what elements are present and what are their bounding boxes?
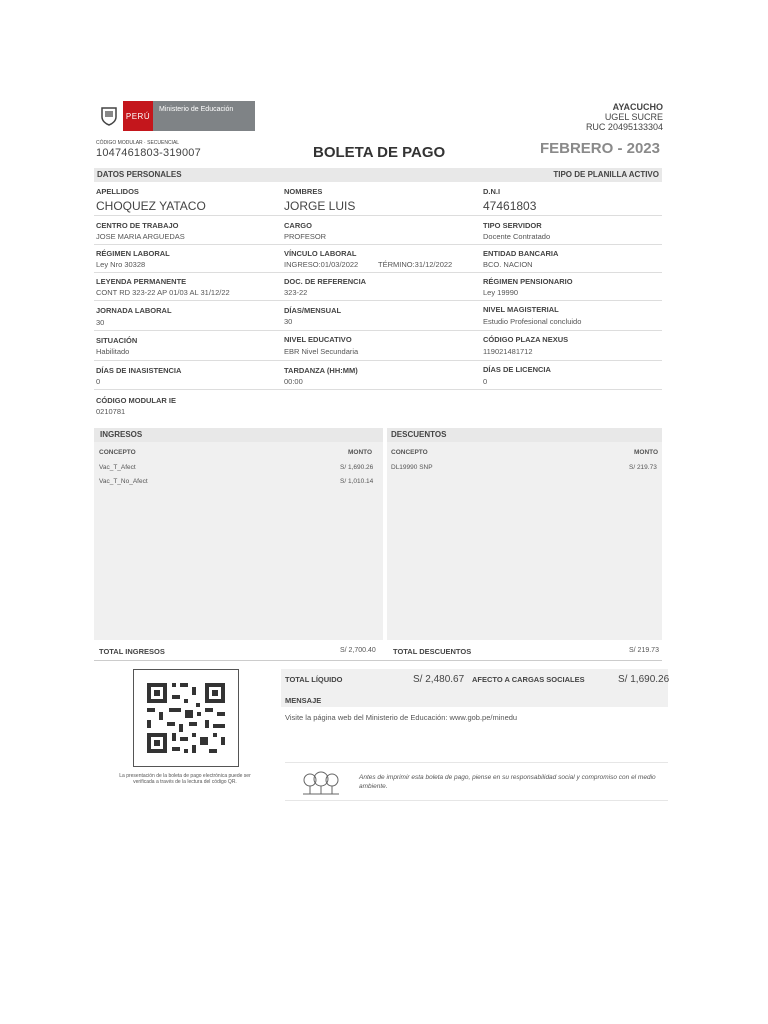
ingresos-concepto-header: CONCEPTO <box>99 449 136 456</box>
divider <box>94 215 662 216</box>
qr-code-icon <box>134 670 238 766</box>
jornada-value: 30 <box>96 318 105 327</box>
total-ingresos-value: S/ 2,700.40 <box>340 647 376 654</box>
minedu-logo <box>95 101 255 131</box>
inasistencia-value: 0 <box>96 377 101 386</box>
inasistencia-label: DÍAS DE INASISTENCIA <box>96 366 182 375</box>
divider <box>94 660 662 661</box>
descuentos-title: DESCUENTOS <box>391 430 447 439</box>
planilla-type: TIPO DE PLANILLA ACTIVO <box>553 170 659 179</box>
plaza-value: 119021481712 <box>483 347 533 356</box>
ingreso-monto: S/ 1,010.14 <box>340 478 374 485</box>
nivelmag-label: NIVEL MAGISTERIAL <box>483 305 559 314</box>
total-liquido-label: TOTAL LÍQUIDO <box>285 675 343 684</box>
ingresos-monto-header: MONTO <box>348 449 373 456</box>
descuentos-header <box>387 428 662 442</box>
section-title: DATOS PERSONALES <box>97 170 182 179</box>
regimen-label: RÉGIMEN LABORAL <box>96 249 170 258</box>
nombres-label: NOMBRES <box>284 187 323 196</box>
divider <box>285 762 668 763</box>
dias-label: DÍAS/MENSUAL <box>284 306 342 315</box>
ministry-label: Ministerio de Educación <box>153 101 255 131</box>
tardanza-value: 00:00 <box>284 377 303 386</box>
ingreso-value: INGRESO:01/03/2022 <box>284 260 359 269</box>
descuentos-concepto-header: CONCEPTO <box>391 449 428 456</box>
total-ingresos-label: TOTAL INGRESOS <box>99 647 165 656</box>
tardanza-label: TARDANZA (HH:MM) <box>284 366 358 375</box>
mensaje-label: MENSAJE <box>285 696 322 705</box>
ingresos-title: INGRESOS <box>100 430 143 439</box>
ingresos-panel <box>94 428 383 640</box>
dias-value: 30 <box>284 317 293 326</box>
ingreso-monto: S/ 1,690.26 <box>340 464 374 471</box>
niveledu-value: EBR Nivel Secundaria <box>284 347 359 356</box>
peru-label: PERÚ <box>123 101 153 131</box>
nombres-value: JORGE LUIS <box>284 199 356 213</box>
coat-of-arms-icon <box>95 101 123 131</box>
docref-value: 323-22 <box>284 288 308 297</box>
termino-value: TÉRMINO:31/12/2022 <box>378 260 453 269</box>
cargo-value: PROFESOR <box>284 232 327 241</box>
descuento-concepto: DL19990 SNP <box>391 464 433 471</box>
jornada-label: JORNADA LABORAL <box>96 306 172 315</box>
total-liquido-value: S/ 2,480.67 <box>413 674 465 685</box>
region: AYACUCHO <box>612 102 663 112</box>
ruc: RUC 20495133304 <box>585 122 663 132</box>
period: FEBRERO - 2023 <box>539 140 660 157</box>
descuento-monto: S/ 219.73 <box>629 464 657 471</box>
descuentos-monto-header: MONTO <box>634 449 659 456</box>
tipo-value: Docente Contratado <box>483 232 551 241</box>
ingreso-concepto: Vac_T_Afect <box>99 464 136 471</box>
descuentos-panel <box>387 428 662 640</box>
modular-label: CÓDIGO MODULAR IE <box>96 396 176 405</box>
licencia-value: 0 <box>483 377 488 386</box>
leyenda-value: CONT RD 323-22 AP 01/03 AL 31/12/22 <box>96 288 230 297</box>
cargo-label: CARGO <box>284 221 312 230</box>
divider <box>94 244 662 245</box>
niveledu-label: NIVEL EDUCATIVO <box>284 335 352 344</box>
qr-note: La presentación de la boleta de pago electrónica puede ser verificada a través de la lectura del código QR. <box>119 773 251 785</box>
ugel: UGEL SUCRE <box>604 112 663 122</box>
page-title: BOLETA DE PAGO <box>313 144 446 161</box>
vinculo-label: VÍNCULO LABORAL <box>284 249 357 258</box>
qr-code-frame <box>133 669 239 767</box>
environment-note: Antes de imprimir esta boleta de pago, piense en su responsabilidad social y compromiso con el medio ambiente. <box>359 774 656 790</box>
entidad-label: ENTIDAD BANCARIA <box>483 249 559 258</box>
afecto-value: S/ 1,690.26 <box>618 674 670 685</box>
sequence-value: 1047461803-319007 <box>96 147 201 159</box>
leyenda-label: LEYENDA PERMANENTE <box>96 277 187 286</box>
docref-label: DOC. DE REFERENCIA <box>284 277 367 286</box>
pension-label: RÉGIMEN PENSIONARIO <box>483 277 573 286</box>
apellidos-value: CHOQUEZ YATACO <box>96 199 206 213</box>
employer-block <box>586 102 663 132</box>
divider <box>94 389 662 390</box>
ingreso-concepto: Vac_T_No_Afect <box>99 478 148 485</box>
plaza-label: CÓDIGO PLAZA NEXUS <box>483 335 569 344</box>
divider <box>94 330 662 331</box>
total-descuentos-label: TOTAL DESCUENTOS <box>393 647 472 656</box>
total-descuentos-value: S/ 219.73 <box>629 647 659 654</box>
modular-value: 0210781 <box>96 407 126 416</box>
trees-icon <box>300 771 342 802</box>
regimen-value: Ley Nro 30328 <box>96 260 146 269</box>
situacion-value: Habilitado <box>96 347 130 356</box>
apellidos-label: APELLIDOS <box>96 187 139 196</box>
afecto-label: AFECTO A CARGAS SOCIALES <box>472 675 585 684</box>
situacion-label: SITUACIÓN <box>96 336 138 345</box>
divider <box>285 800 668 801</box>
dni-label: D.N.I <box>483 187 501 196</box>
pension-value: Ley 19990 <box>483 288 519 297</box>
dni-value: 47461803 <box>483 199 537 213</box>
mensaje-bar <box>281 693 668 707</box>
centro-value: JOSE MARIA ARGUEDAS <box>96 232 185 241</box>
centro-label: CENTRO DE TRABAJO <box>96 221 179 230</box>
nivelmag-value: Estudio Profesional concluido <box>483 317 582 326</box>
divider <box>94 272 662 273</box>
licencia-label: DÍAS DE LICENCIA <box>483 365 551 374</box>
entidad-value: BCO. NACION <box>483 260 533 269</box>
divider <box>94 360 662 361</box>
mensaje-text: Visite la página web del Ministerio de Educación: www.gob.pe/minedu <box>285 713 518 722</box>
sequence-label: CÓDIGO MODULAR · SECUENCIAL <box>96 140 180 146</box>
tipo-label: TIPO SERVIDOR <box>483 221 542 230</box>
divider <box>94 300 662 301</box>
ingresos-header <box>94 428 383 442</box>
personal-data-header <box>94 168 662 182</box>
